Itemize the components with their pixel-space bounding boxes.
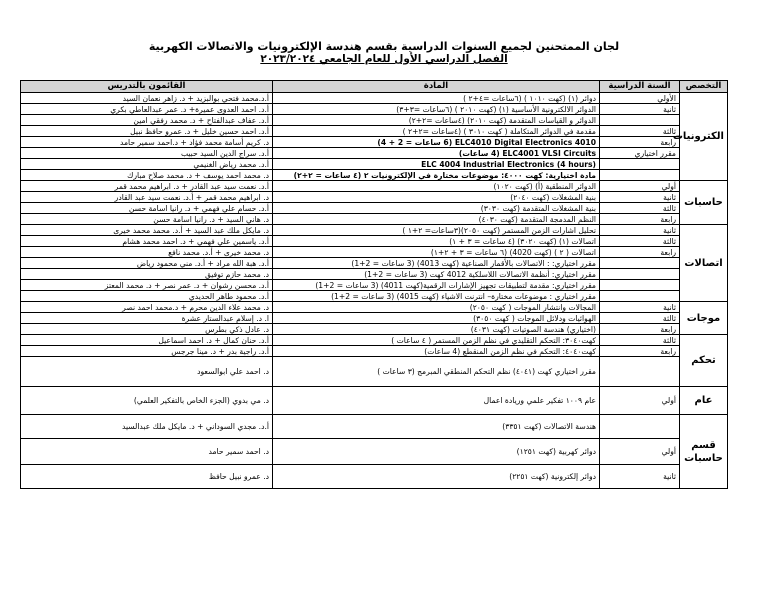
faculty-cell: ا. د. إسلام عبدالستار عشرة [21,313,273,324]
year-cell: ثانية [600,104,680,115]
year-cell: ثالثة [600,236,680,247]
table-row [21,181,728,192]
faculty-cell: د. ابراهيم محمد قمر + أ.د. نعمت سيد عبد القادر [21,192,273,203]
faculty-cell: د. عمرو نبيل حافظ [21,465,273,489]
table-row [21,104,728,115]
year-cell: رابعة [600,247,680,258]
table-row [21,357,728,387]
header-year: السنة الدراسية [600,81,680,93]
subject-cell: اتصالات ( ٢ ) (كهت 4020) (٦ ساعات = ٣ + ٢+١) [273,247,600,258]
subject-cell: هندسة الاتصالات (كهت ٣٣٥١) [273,415,600,439]
faculty-cell: د. احمد سمير حامد [21,439,273,465]
year-cell: أولي [600,387,680,415]
subject-cell: مقدمة في الدوائر المتكاملة ( كهت ٣٠١٠ ) (٤ساعات =٢+٢ ) [273,126,600,137]
table-row [21,324,728,335]
subject-cell: مادة اختيارية: كهت ٤٠٠٠: موضوعات مختارة في الإلكترونيات ٢ (٤ ساعات = ٢+٢) [273,170,600,181]
table-row [21,115,728,126]
faculty-cell: أ.د. ياسمين علي فهمي + د. احمد محمد هشام [21,236,273,247]
year-cell [600,357,680,387]
table-row [21,214,728,225]
year-cell: رابعة [600,346,680,357]
faculty-cell: أ.د. محسن رشوان + د. عمر نصر + د. محمد المعتز [21,280,273,291]
faculty-cell: أ.د. عفاف عبدالفتاح + د. محمد رفقي امين [21,115,273,126]
year-cell: ثانية [600,225,680,236]
subject-cell: النظم المدمجة المتقدمة (كهت ٤٠٣٠) [273,214,600,225]
subject-cell: مقرر اختياري كهت (٤٠٤١) نظم التحكم المنطقي المبرمج (٣ ساعات ) [273,357,600,387]
year-cell: رابعة [600,214,680,225]
year-cell [600,415,680,439]
subject-cell: المجالات وانتشار الموجات ( كهت ٢٠٥٠) [273,302,600,313]
table-row [21,126,728,137]
table-body [21,93,728,489]
year-cell [600,159,680,170]
table-row [21,236,728,247]
subject-cell: عام ١٠٠٩ تفكير علمي وريادة اعمال [273,387,600,415]
year-cell [600,170,680,181]
year-cell: رابعة [600,324,680,335]
specialization-cell: اتصالات [680,225,728,302]
subject-cell: الهوائيات ودلائل الموجات ( كهت ٣٠٥٠) [273,313,600,324]
year-cell: رابعة [600,137,680,148]
faculty-cell: د. مي بدوي (الجزء الخاص بالتفكير العلمي) [21,387,273,415]
table-row [21,280,728,291]
subject-cell: مقرر اختياري: مقدمة لتطبيقات تجهيز الإشارات الرقمية(كهت 4011) (3 ساعات = 2+1) [273,280,600,291]
subject-cell: ELC4001 VLSI Circuits (4 ساعات) [273,148,600,159]
year-cell: الأولي [600,93,680,104]
subject-cell: دوائر كهربية (كهت ١٢٥١) [273,439,600,465]
faculty-cell: أ.د. نعمت سيد عبد القادر + د. ابراهيم محمد قمر [21,181,273,192]
year-cell: ثالثة [600,203,680,214]
year-cell: أولي [600,181,680,192]
table-row [21,415,728,439]
specialization-cell: عام [680,387,728,415]
faculty-cell: أ.د. هبة الله مراد + أ.د. مني محمود رياض [21,258,273,269]
faculty-cell: أ.د. حسام علي فهمي + د. رانيا اسامة حسن [21,203,273,214]
specialization-cell: قسم حاسبات [680,415,728,489]
table-row [21,313,728,324]
header-faculty: القائمون بالتدريس [21,81,273,93]
examiners-table [20,80,728,489]
year-cell: ثانية [600,465,680,489]
year-cell [600,258,680,269]
table-header-row [21,81,728,93]
subject-cell: الدوائر المنطقية (أ) (كهت ١٠٢٠) [273,181,600,192]
faculty-cell: د. عادل ذكي بطرس [21,324,273,335]
header-specialization: التخصص [680,81,728,93]
table-row [21,291,728,302]
subject-cell: (اختياري) هندسة الصوتيات (كهت ٤٠٣١) [273,324,600,335]
year-cell: ثانية [600,192,680,203]
faculty-cell: د. محمد خيرى + أ.د. محمد نافع [21,247,273,258]
specialization-cell: حاسبات [680,181,728,225]
table-row [21,387,728,415]
faculty-cell: أ.د. مجدي السوداني + د. مايكل ملك عبدالسيد [21,415,273,439]
year-cell: ثالثة [600,335,680,346]
subject-cell: ELC4010 Digital Electronics 4010 (6 ساعات = 2 + 4) [273,137,600,148]
table-row [21,247,728,258]
table-row [21,335,728,346]
faculty-cell: د. كريم أسامة محمد فؤاد + د.احمد سمير حامد [21,137,273,148]
faculty-cell: أ.د. محمد رياض الغنيمي [21,159,273,170]
subject-cell: مقرر اختياري : موضوعات مختارة– انترنت الاشياء (كهت 4015) (3 ساعات = 2+1) [273,291,600,302]
year-cell: أولي [600,439,680,465]
subject-cell: ELC 4004 Industrial Electronics (4 hours) [273,159,600,170]
specialization-cell: موجات [680,302,728,335]
faculty-cell: أ.د. احمد العدوى عميرة+ د. عمر عبدالعاطي بكري [21,104,273,115]
table-row [21,93,728,104]
table-row [21,192,728,203]
faculty-cell: أ.د. راجية بدر + د. مينا جرجس [21,346,273,357]
subject-cell: دوائر (١) (كهت ١٠١٠ ) (٦ساعات =٤+٢ ) [273,93,600,104]
header-subject: المادة [273,81,600,93]
table-row [21,159,728,170]
subject-cell: دوائر إلكترونية (كهت ٢٢٥١) [273,465,600,489]
faculty-cell: أ.د. محمود طاهر الحديدي [21,291,273,302]
faculty-cell: د. محمد علاء الدين محرم + د.محمد احمد نصر [21,302,273,313]
subject-cell: اتصالات (١) (كهت ٣٠٢٠) (٤ ساعات = ٣ + ١) [273,236,600,247]
year-cell: ثالثة [600,313,680,324]
subject-cell: الدوائر و القياسات المتقدمة (كهت ٢٠١٠) (٤ساعات =٢+٢) [273,115,600,126]
subject-cell: كهت٤٠٤٠: التحكم في نظم الزمن المنقطع (4 ساعات) [273,346,600,357]
year-cell [600,280,680,291]
specialization-cell: تحكم [680,335,728,387]
faculty-cell: د. مايكل ملك عبد السيد + أ.د. محمد محمد خيرى [21,225,273,236]
faculty-cell: د. محمد احمد يوسف + د. محمد صلاح مبارك [21,170,273,181]
table-row [21,258,728,269]
table-row [21,302,728,313]
faculty-cell: د. محمد حازم توفيق [21,269,273,280]
faculty-cell: أ.د. احمد حسين خليل + د. عمرو حافظ نبيل [21,126,273,137]
table-row [21,137,728,148]
table-row [21,269,728,280]
faculty-cell: أ.د. حنان كمال + د. احمد اسماعيل [21,335,273,346]
table-row [21,148,728,159]
year-cell: مقرر اختياري [600,148,680,159]
subject-cell: تحليل اشارات الزمن المستمر (كهت ٢٠٥٠)(٣ساعات= ٢+١ ) [273,225,600,236]
year-cell [600,291,680,302]
subject-cell: مقرر اختياري: : الاتصالات بالأقمار الصناعية (كهت 4013) (3 ساعات = 2+1) [273,258,600,269]
subject-cell: كهت٣٠٤٠: التحكم التقليدي في نظم الزمن المستمر ( ٤ ساعات ) [273,335,600,346]
faculty-cell: د. احمد علي ابوالسعود [21,357,273,387]
document-title: لجان الممتحنين لجميع السنوات الدراسية بقسم هندسة الإلكترونيات والاتصالات الكهربية [148,40,620,53]
semester-subtitle: الفصل الدراسي الأول للعام الجامعي ٢٠٢٣/٢٠٢٤ [260,53,508,65]
table-row [21,203,728,214]
specialization-cell: الكترونيات [680,93,728,181]
table-row [21,170,728,181]
table-row [21,225,728,236]
table-row [21,465,728,489]
subject-cell: الدوائر الالكترونية الأساسية (١) (كهت ٢٠١٠ ) (٦ساعات =٣+٣) [273,104,600,115]
year-cell [600,115,680,126]
subject-cell: مقرر اختياري: أنظمة الاتصالات اللاسلكية 4012 كهت (3 ساعات = 2+1) [273,269,600,280]
table-row [21,346,728,357]
faculty-cell: أ.د.محمد فتحي بوالبزيد + د. زاهر نعمان السيد [21,93,273,104]
subject-cell: بنية المشغلات المتقدمة (كهت ٣٠٣٠) [273,203,600,214]
faculty-cell: أ.د. سراج الدين السيد حبيب [21,148,273,159]
year-cell: ثالثة [600,126,680,137]
year-cell: ثانية [600,302,680,313]
table-row [21,439,728,465]
faculty-cell: د. هاني السيد + د. رانيا اسامة حسن [21,214,273,225]
year-cell [600,269,680,280]
subject-cell: بنية المشغلات (كهت ٢٠٤٠) [273,192,600,203]
